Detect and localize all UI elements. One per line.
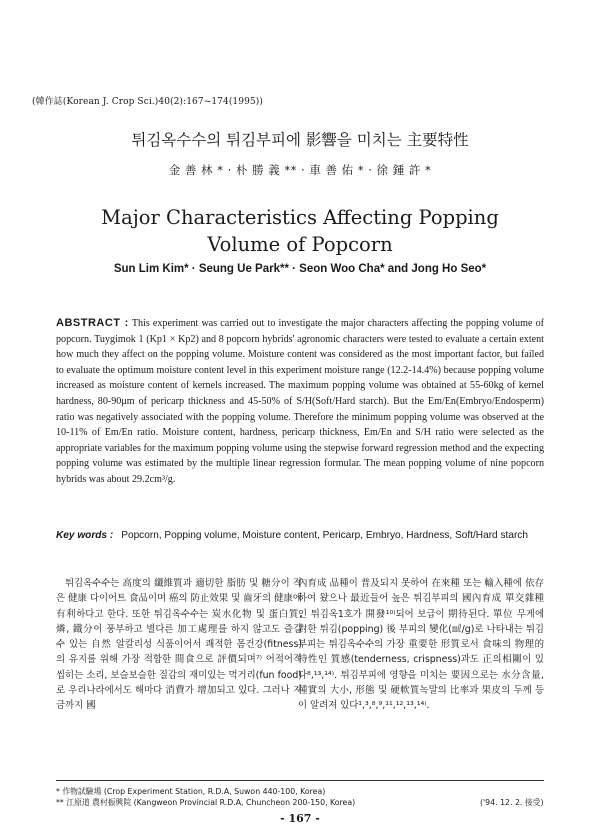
english-title-line2: Volume of Popcorn bbox=[207, 233, 393, 256]
abstract-text: This experiment was carried out to investigate the major characters affecting the popping volume of popcorn. Tuygimok 1 (Kp1 × Kp2) and 8 popcorn hybrids' agronomic characters were tested to evaluate a certain extent how much they affect on the popping volume. Moisture content was considered as the most important factor, but failed to evaluate the optimum moisture content level in this experiment moisture range (12.2-14.4%) because popping volume increased as moisture content of kernels increased. The maximum popping volume was obtained at 55-60kg of kernel hardness, 80-90μm of pericarp thickness and 45-50% of S/H(Soft/Hard starch). But the Em/En(Embryo/Endosperm) ratio was negatively associated with the popping volume. Therefore the minimum popping volume was observed at the 10-11% of Em/En ratio. Moisture content, hardness, pericarp thickness, Em/En and S/H ratio were selected as the appropriate variables for the maximum popping volume using the stepwise forward regression method and the expecting popping volume was estimated by the multiple linear regression formular. The mean popping volume of nine popcorn hybrids was about 29.2cm³/g. bbox=[56, 318, 544, 485]
footnote-affiliation-1: * 作物試驗場 (Crop Experiment Station, R.D.A, Suwon 440-100, Korea) bbox=[56, 787, 326, 796]
journal-citation: (韓作誌(Korean J. Crop Sci.)40(2):167~174(1995)) bbox=[32, 97, 263, 107]
page-number: - 167 - bbox=[280, 812, 320, 825]
keywords-text: Popcorn, Popping volume, Moisture content, Pericarp, Embryo, Hardness, Soft/Hard starch bbox=[121, 530, 528, 541]
korean-authors: 金 善 林 * · 朴 勝 義 ** · 車 善 佑 * · 徐 鍾 許 * bbox=[168, 163, 432, 177]
english-authors: Sun Lim Kim* · Seung Ue Park** · Seon Woo Cha* and Jong Ho Seo* bbox=[113, 263, 487, 275]
keywords-label: Key words : bbox=[56, 530, 114, 541]
received-date: ('94. 12. 2. 接受) bbox=[480, 798, 544, 807]
abstract bbox=[56, 316, 544, 488]
korean-title: 튀김옥수수의 튀김부피에 影響을 미치는 主要特性 bbox=[131, 131, 469, 149]
english-title-line1: Major Characteristics Affecting Popping bbox=[101, 206, 499, 229]
english-title bbox=[0, 204, 600, 258]
body-left-column: 튀김옥수수는 高度의 纖維質과 適切한 脂肪 및 糖分이 적은 健康 다이어트 食品이며 癌의 防止效果 및 齒牙의 健康에 有利하다고 한다. 또한 튀김옥수수는 炭水化物 및 蛋白質, 燐, 鐵分이 풍부하고 별다른 加工處理를 하지 않고도 즐길 수 있는 自然 알칼리성 식품이어서 쾌적한 몸건강(fitness)의 유지를 위해 가장 적합한 間食으로 評價되며⁷⁾ 어적어적 씹히는 소리, 보슬보슬한 질감의 재미있는 먹거리(fun food)로 우리나라에서도 해마다 消費가 增加되고 있다. 그러나 지금까지 國 bbox=[56, 578, 302, 712]
keywords bbox=[56, 528, 544, 544]
footnote-divider bbox=[56, 780, 544, 781]
abstract-label: ABSTRACT : bbox=[56, 317, 129, 329]
body-right-column: 內育成 品種이 普及되지 못하여 在來種 또는 輸入種에 依存하여 왔으나 最近들어 높은 튀김부피의 國內育成 單交雜種인 튀김옥1호가 開發¹⁰⁾되어 보급이 期待된다. 單位 무게에 對한 튀김(popping) 後 부피의 變化(㎖/g)로 나타내는 튀김부피는 튀김옥수수의 가장 重要한 形質로서 食味의 物理的 特性인 質感(tenderness, crispness)과도 正의相關이 있다⁸,¹³,¹⁴⁾. 튀김부피에 영향을 미치는 要因으로는 水分含量, 種實의 大小, 形態 및 硬軟質녹말의 比率과 果皮의 두께 등이 알려져 있다¹,³,⁸,⁹,¹¹,¹²,¹³,¹⁴⁾. bbox=[298, 578, 544, 712]
footnote-affiliation-2: ** 江原道 農村振興院 (Kangweon Provincial R.D.A, Chuncheon 200-150, Korea) bbox=[56, 798, 356, 807]
